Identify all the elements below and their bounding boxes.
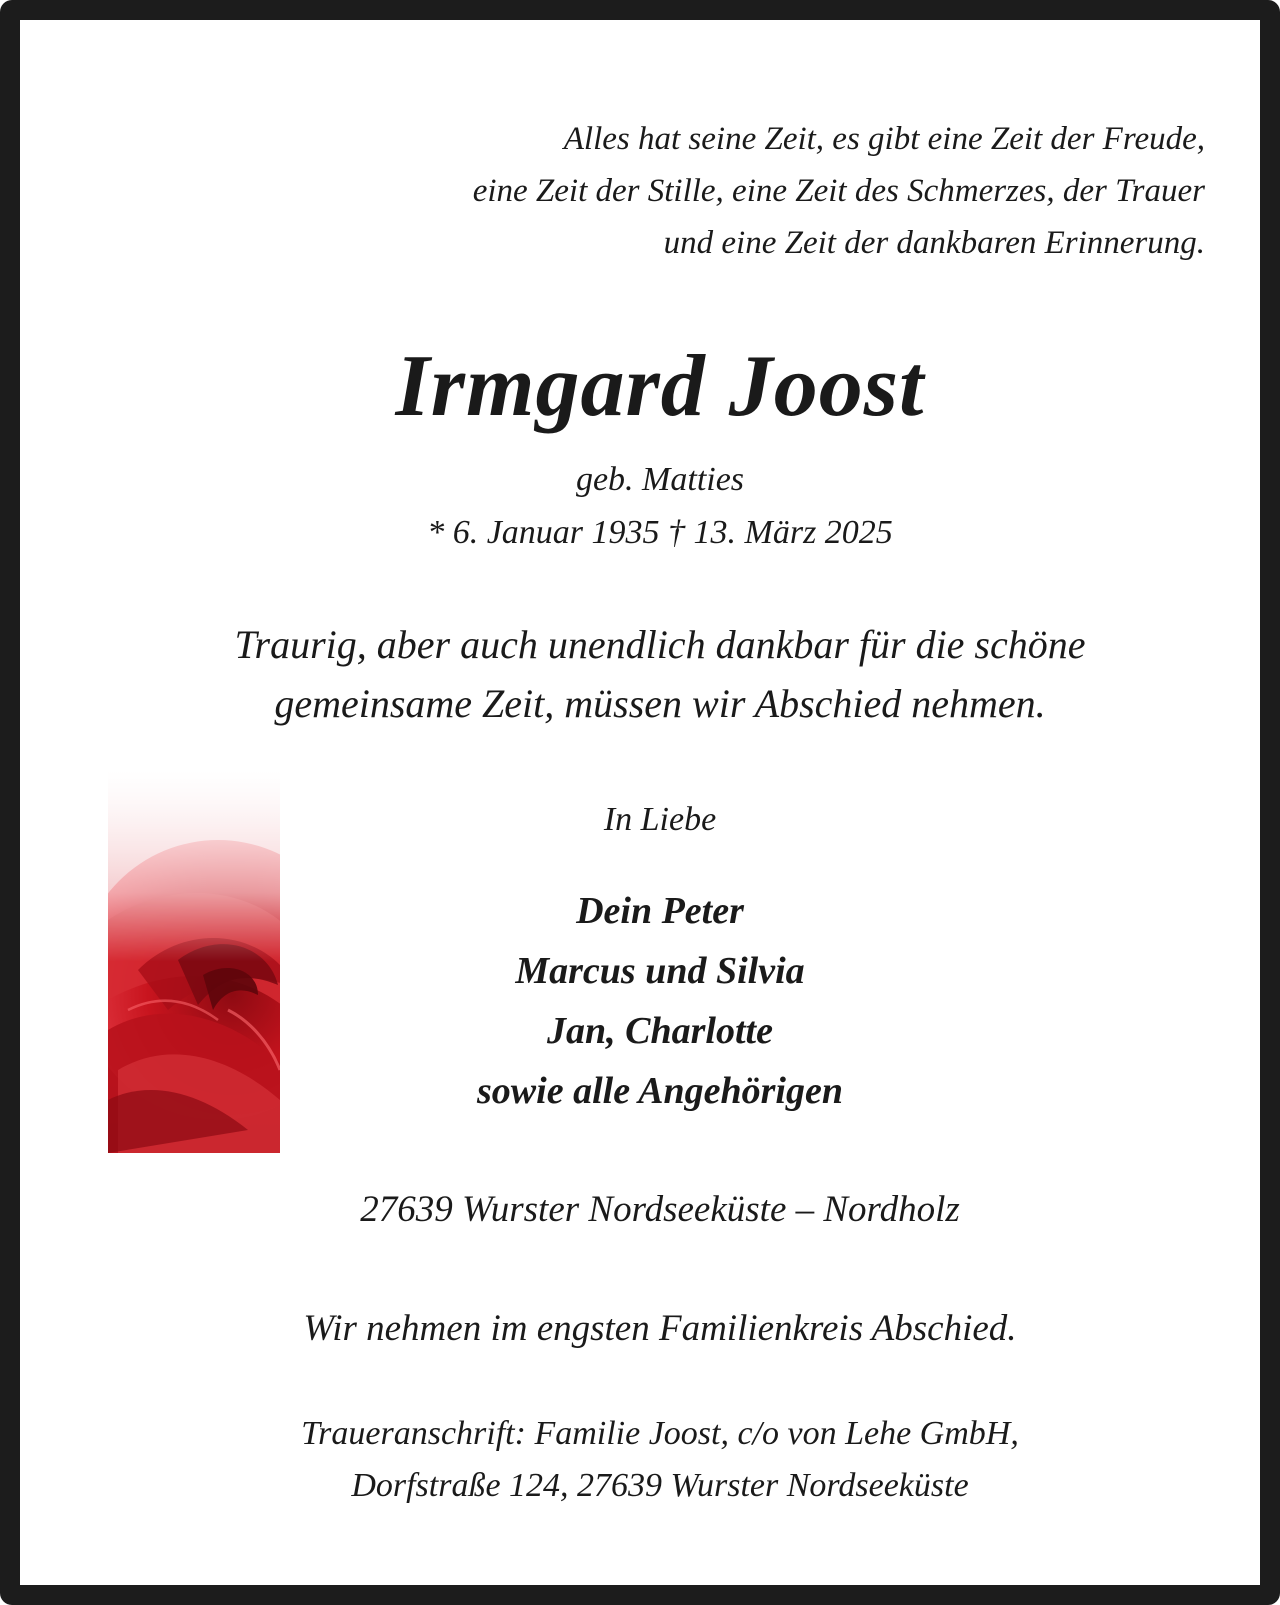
location: 27639 Wurster Nordseeküste – Nordholz	[360, 1189, 960, 1230]
mourning-address-line-2: Dorfstraße 124, 27639 Wurster Nordseeküste	[351, 1467, 969, 1504]
closing-phrase: In Liebe	[603, 801, 717, 838]
mourning-address-line-1: Traueranschrift: Familie Joost, c/o von Lehe GmbH,	[301, 1415, 1019, 1452]
family-line-4: sowie alle Angehörigen	[477, 1070, 843, 1112]
family-line-3: Jan, Charlotte	[547, 1010, 773, 1052]
life-dates: * 6. Januar 1935 † 13. März 2025	[427, 514, 893, 551]
message-line-1: Traurig, aber auch unendlich dankbar für die schöne	[234, 622, 1086, 667]
deceased-name: Irmgard Joost	[395, 338, 925, 435]
poem-line-3: und eine Zeit der dankbaren Erinnerung.	[663, 225, 1205, 261]
ceremony-note: Wir nehmen im engsten Familienkreis Abschied.	[303, 1308, 1017, 1349]
birth-name: geb. Matties	[575, 461, 745, 498]
family-line-2: Marcus und Silvia	[515, 950, 805, 992]
poem-line-1: Alles hat seine Zeit, es gibt eine Zeit der Freude,	[563, 121, 1205, 157]
poem-line-2: eine Zeit der Stille, eine Zeit des Schmerzes, der Trauer	[472, 173, 1205, 209]
family-line-1: Dein Peter	[576, 890, 744, 932]
message-line-2: gemeinsame Zeit, müssen wir Abschied nehmen.	[274, 681, 1046, 726]
